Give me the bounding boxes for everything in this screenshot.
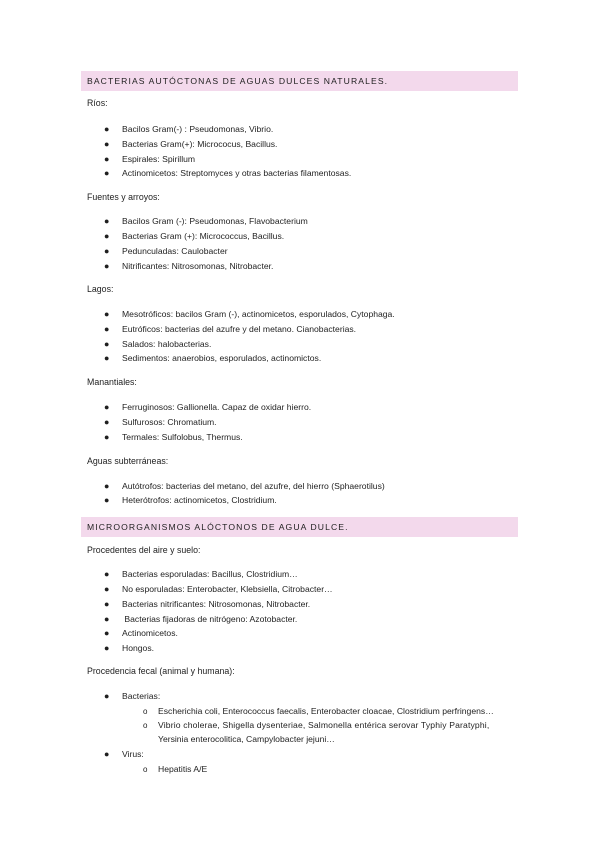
bullet-icon: ● [104,614,110,624]
group-label-aire-suelo: Procedentes del aire y suelo: [87,545,201,555]
bullet-icon: ● [104,599,110,609]
bullet-icon: ● [104,261,110,271]
bullet-icon: ● [104,417,110,427]
list-item: ● Bacilos Gram(-) : Pseudomonas, Vibrio. [104,124,274,134]
bullet-icon: ● [104,309,110,319]
list-item-bacterias: ● Bacterias: [104,691,161,701]
list-item: ● Nitrificantes: Nitrosomonas, Nitrobacter. [104,261,274,271]
group-label-fuentes: Fuentes y arroyos: [87,192,160,202]
list-item: ● Heterótrofos: actinomicetos, Clostridium. [104,495,277,505]
sub-list-item: o Escherichia coli, Enterococcus faecalis, Enterobacter cloacae, Clostridium perfringens… [143,706,494,716]
bullet-icon: ● [104,353,110,363]
bullet-icon: ● [104,628,110,638]
bullet-icon: ● [104,584,110,594]
bullet-icon: ● [104,231,110,241]
list-item: ● Hongos. [104,643,155,653]
bullet-icon: ● [104,324,110,334]
bullet-icon: ● [104,154,110,164]
list-item: ● Termales: Sulfolobus, Thermus. [104,432,243,442]
bullet-icon: ● [104,246,110,256]
sub-bullet-icon: o [143,721,148,730]
list-item: ● Mesotróficos: bacilos Gram (-), actinomicetos, esporulados, Cytophaga. [104,309,395,319]
section-2-heading: MICROORGANISMOS ALÓCTONOS DE AGUA DULCE. [81,517,518,537]
bullet-icon: ● [104,402,110,412]
bullet-icon: ● [104,569,110,579]
list-item: ● Pedunculadas: Caulobacter [104,246,228,256]
bullet-icon: ● [104,643,110,653]
sub-list-item-continuation: Yersinia enterocolitica, Campylobacter jejuni… [158,734,335,744]
list-item: ● No esporuladas: Enterobacter, Klebsiella, Citrobacter… [104,584,333,594]
list-item: ● Ferruginosos: Gallionella. Capaz de oxidar hierro. [104,402,312,412]
list-item: ● Salados: halobacterias. [104,339,212,349]
list-item: ● Sulfurosos: Chromatium. [104,417,217,427]
bullet-icon: ● [104,216,110,226]
bullet-icon: ● [104,124,110,134]
sub-bullet-icon: o [143,765,148,774]
list-item-virus: ● Virus: [104,749,144,759]
list-item: ● Bacterias esporuladas: Bacillus, Clostridium… [104,569,298,579]
sub-bullet-icon: o [143,707,148,716]
bullet-icon: ● [104,481,110,491]
list-item: ● Bacilos Gram (-): Pseudomonas, Flavobacterium [104,216,308,226]
sub-list-item: o Hepatitis A/E [143,764,208,774]
sub-list-item: o Vibrio cholerae, Shigella dysenteriae, Salmonella entérica serovar Typhiy Paratyphi, [143,720,490,730]
group-label-rios: Ríos: [87,98,108,108]
list-item: ● Actinomicetos: Streptomyces y otras bacterias filamentosas. [104,168,352,178]
bullet-icon: ● [104,749,110,759]
group-label-lagos: Lagos: [87,284,114,294]
list-item: ● Sedimentos: anaerobios, esporulados, actinomictos. [104,353,322,363]
bullet-icon: ● [104,495,110,505]
bullet-icon: ● [104,432,110,442]
list-item: ● Bacterias Gram (+): Micrococcus, Bacillus. [104,231,285,241]
group-label-fecal: Procedencia fecal (animal y humana): [87,666,235,676]
list-item: ● Bacterias fijadoras de nitrógeno: Azotobacter. [104,614,298,624]
list-item: ● Bacterias Gram(+): Micrococus, Bacillus. [104,139,278,149]
list-item: ● Eutróficos: bacterias del azufre y del metano. Cianobacterias. [104,324,357,334]
bullet-icon: ● [104,168,110,178]
list-item: ● Autótrofos: bacterias del metano, del azufre, del hierro (Sphaerotilus) [104,481,385,491]
bullet-icon: ● [104,139,110,149]
list-item: ● Bacterias nitrificantes: Nitrosomonas, Nitrobacter. [104,599,311,609]
list-item: ● Actinomicetos. [104,628,178,638]
list-item: ● Espirales: Spirillum [104,154,196,164]
group-label-aguas-subterraneas: Aguas subterráneas: [87,456,169,466]
bullet-icon: ● [104,691,110,701]
bullet-icon: ● [104,339,110,349]
group-label-manantiales: Manantiales: [87,377,137,387]
section-1-heading: BACTERIAS AUTÓCTONAS DE AGUAS DULCES NATURALES. [81,71,518,91]
